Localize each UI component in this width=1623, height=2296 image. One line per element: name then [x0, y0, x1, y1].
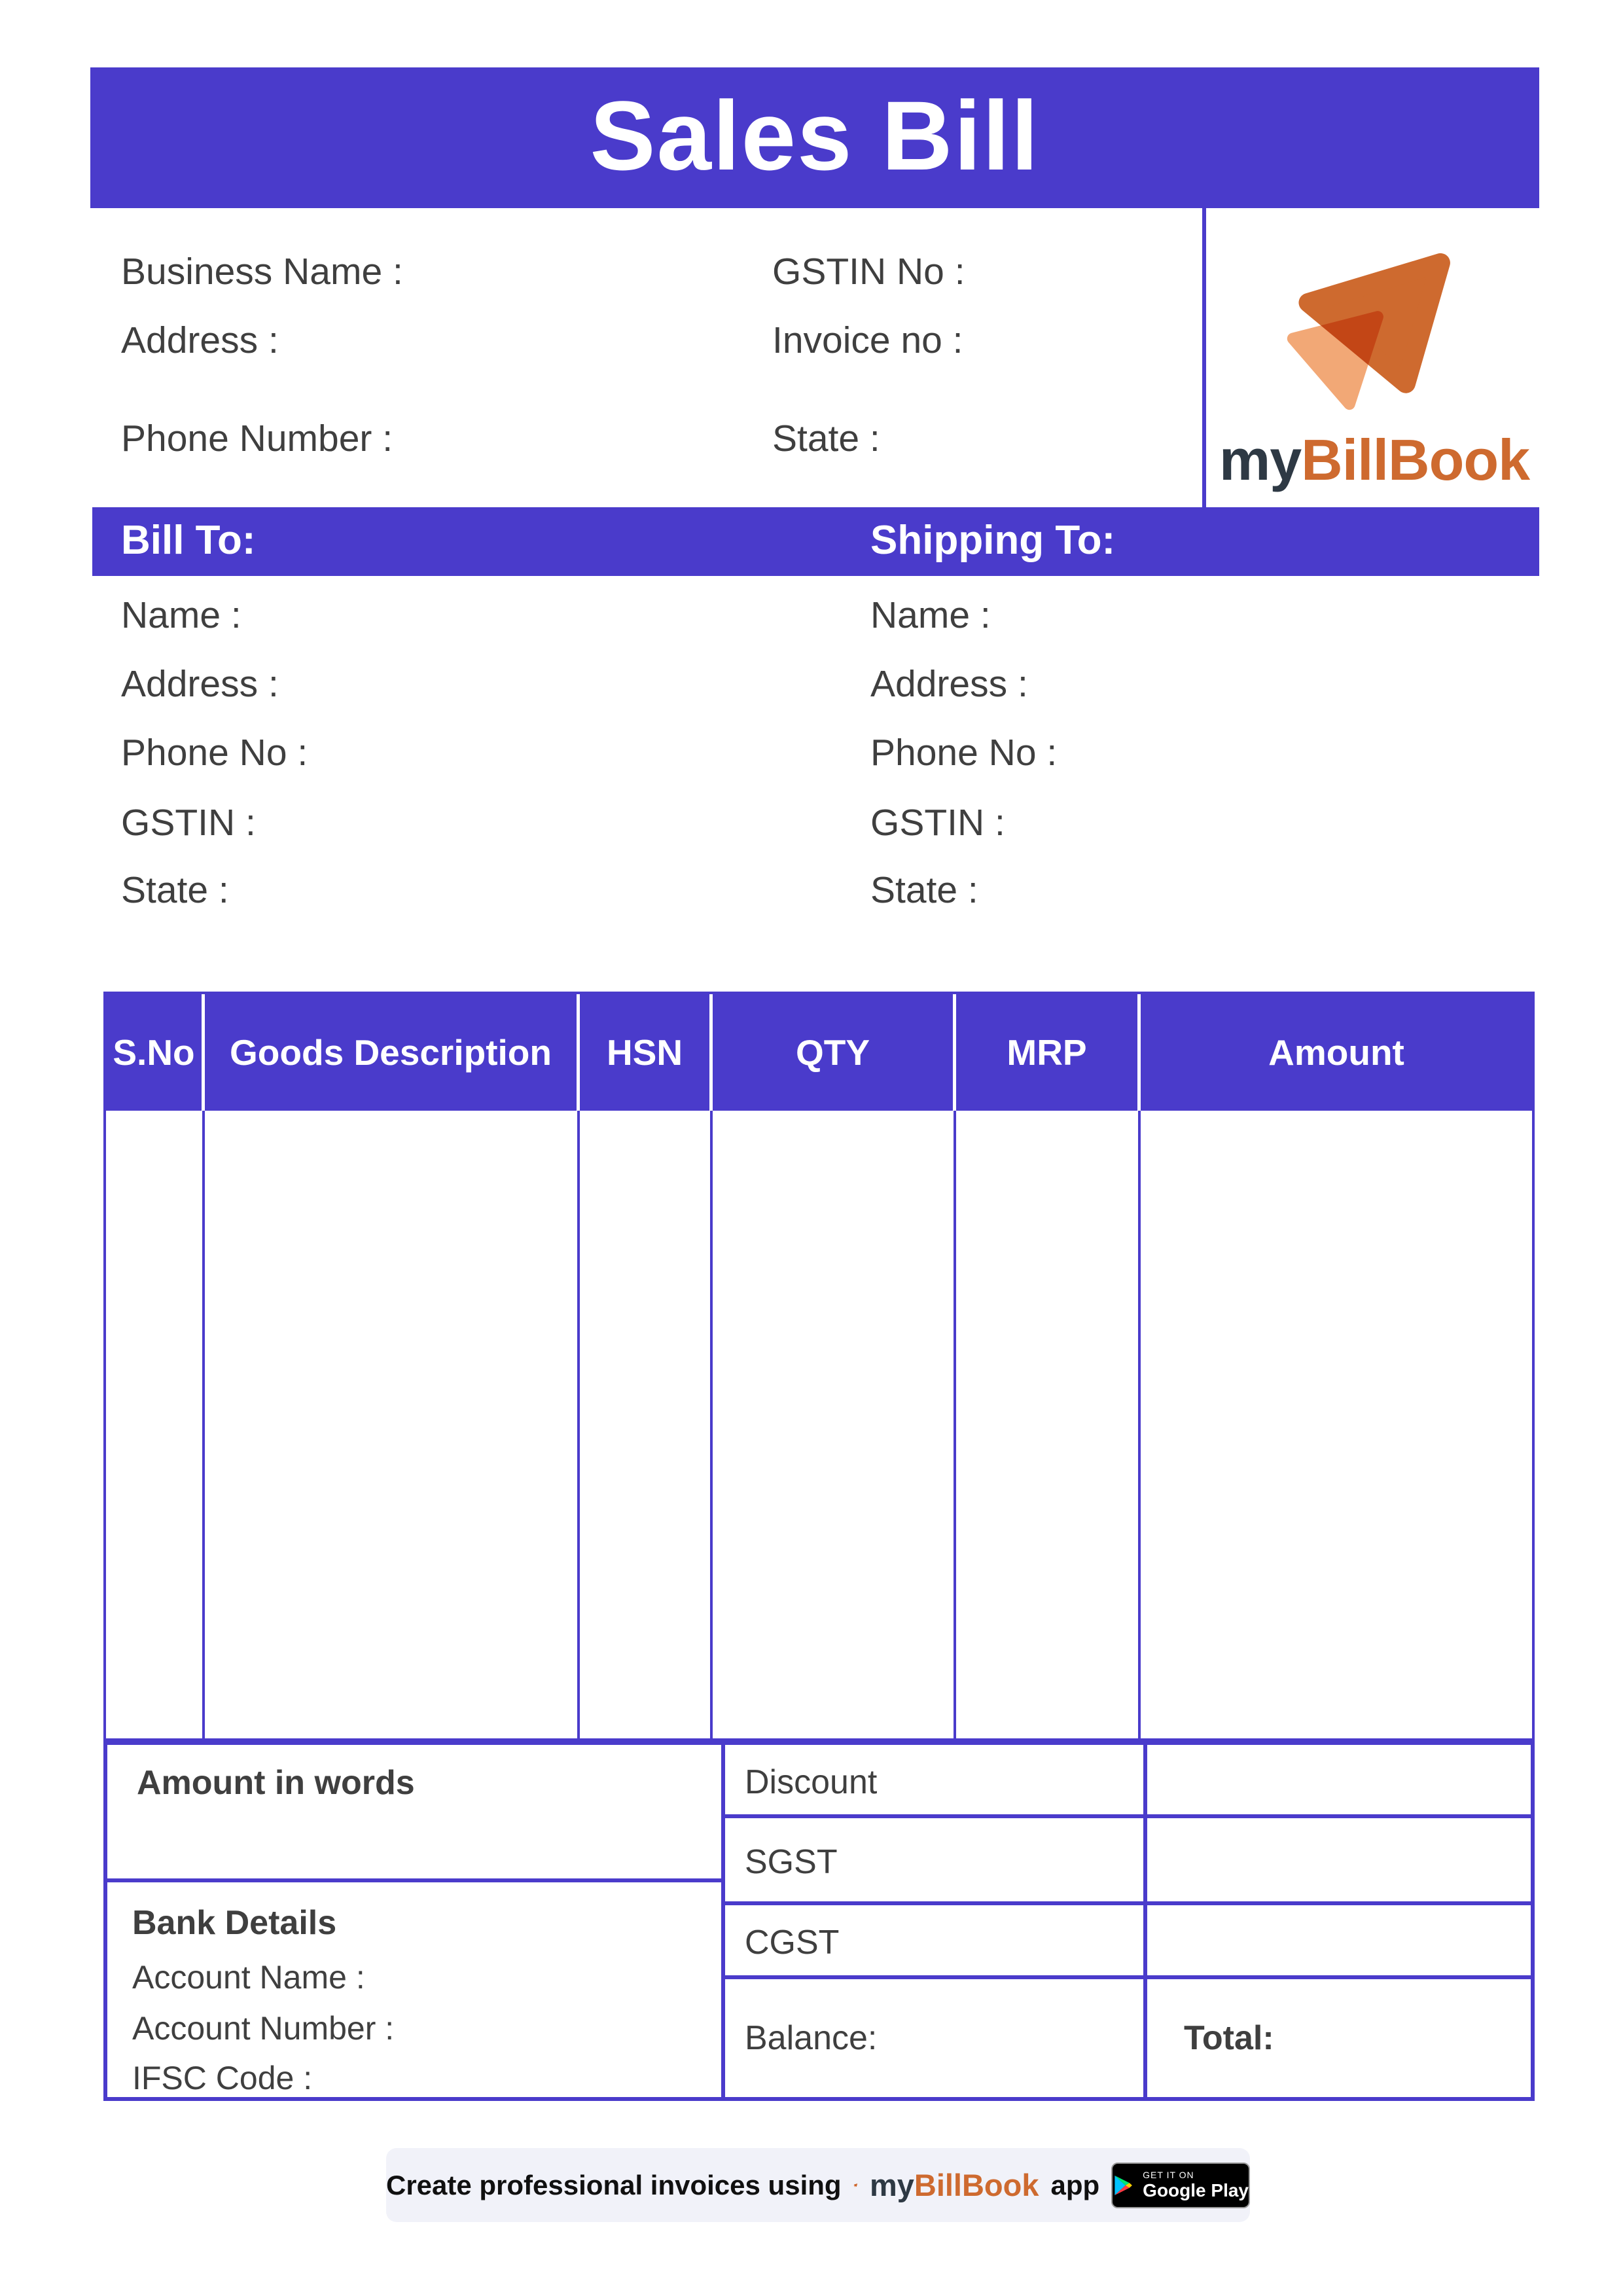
- mybillbook-logo-text: [1217, 427, 1531, 493]
- badge-get-it-on: GET IT ON: [1143, 2170, 1194, 2180]
- sgst-label: SGST: [745, 1843, 838, 1881]
- footer-brand: [870, 2167, 1039, 2203]
- business-address-label: Address :: [121, 319, 279, 361]
- billto-shippingto-bar: [92, 507, 1539, 576]
- summary-hline-2: [721, 1901, 1531, 1905]
- cell-goods: [205, 1111, 580, 1738]
- cell-amount: [1141, 1111, 1532, 1738]
- balance-label: Balance:: [745, 2019, 878, 2057]
- logo-my: my: [1219, 427, 1302, 492]
- items-table-body: [106, 1111, 1532, 1738]
- account-number-label: Account Number :: [132, 2010, 395, 2047]
- footer-brand-billbook: BillBook: [914, 2168, 1039, 2202]
- cell-qty: [713, 1111, 956, 1738]
- items-table: [103, 992, 1535, 1741]
- shipto-gstin-label: GSTIN :: [870, 802, 1005, 844]
- google-play-icon: [1113, 2173, 1135, 2198]
- shipto-address-label: Address :: [870, 663, 1028, 705]
- total-label: Total:: [1184, 2019, 1274, 2057]
- header-divider: [1202, 208, 1206, 507]
- google-play-badge[interactable]: [1111, 2162, 1250, 2208]
- footer-text-app: app: [1050, 2169, 1100, 2200]
- summary-vline-2: [1143, 1745, 1147, 2097]
- amount-in-words-label: Amount in words: [137, 1764, 415, 1802]
- summary-hline-3: [721, 1975, 1531, 1979]
- cell-hsn: [580, 1111, 713, 1738]
- footer-brand-my: my: [869, 2168, 914, 2202]
- bank-details-title: Bank Details: [132, 1904, 337, 1942]
- cell-sno: [106, 1111, 205, 1738]
- state-label: State :: [772, 418, 880, 459]
- col-sno-header: S.No: [106, 994, 205, 1111]
- billto-state-label: State :: [121, 869, 229, 911]
- invoice-no-label: Invoice no :: [772, 319, 963, 361]
- shipto-name-label: Name :: [870, 594, 991, 636]
- ifsc-code-label: IFSC Code :: [132, 2060, 313, 2096]
- billto-address-label: Address :: [121, 663, 279, 705]
- summary-vline-1: [721, 1745, 725, 2097]
- shipto-phone-label: Phone No :: [870, 732, 1058, 774]
- gstin-no-label: GSTIN No :: [772, 251, 965, 293]
- business-name-label: Business Name :: [121, 251, 403, 293]
- business-phone-label: Phone Number :: [121, 418, 393, 459]
- discount-label: Discount: [745, 1763, 878, 1801]
- shipto-state-label: State :: [870, 869, 978, 911]
- col-mrp-header: MRP: [956, 994, 1141, 1111]
- title-banner: [90, 67, 1539, 208]
- col-goods-header: Goods Description: [205, 994, 580, 1111]
- col-qty-header: QTY: [713, 994, 956, 1111]
- summary-grid: [103, 1741, 1535, 2101]
- page-title: Sales Bill: [590, 81, 1040, 190]
- bill-to-header: Bill To:: [121, 518, 256, 563]
- items-table-header: [106, 994, 1532, 1111]
- billto-gstin-label: GSTIN :: [121, 802, 256, 844]
- badge-google-play: Google Play: [1143, 2180, 1249, 2200]
- summary-hline-left: [107, 1878, 725, 1882]
- mybillbook-logo-icon: [1273, 250, 1489, 417]
- shipping-to-header: Shipping To:: [870, 518, 1116, 563]
- account-name-label: Account Name :: [132, 1959, 365, 1996]
- logo-billbook: BillBook: [1301, 427, 1530, 492]
- footer-text-before: Create professional invoices using: [386, 2169, 842, 2200]
- cgst-label: CGST: [745, 1924, 840, 1962]
- billto-name-label: Name :: [121, 594, 241, 636]
- col-amount-header: Amount: [1268, 1032, 1404, 1073]
- billto-phone-label: Phone No :: [121, 732, 308, 774]
- cell-mrp: [956, 1111, 1141, 1738]
- col-hsn-header: HSN: [580, 994, 713, 1111]
- footer-promo-bar: [386, 2148, 1250, 2222]
- footer-plane-icon: [853, 2170, 858, 2200]
- summary-hline-1: [721, 1814, 1531, 1818]
